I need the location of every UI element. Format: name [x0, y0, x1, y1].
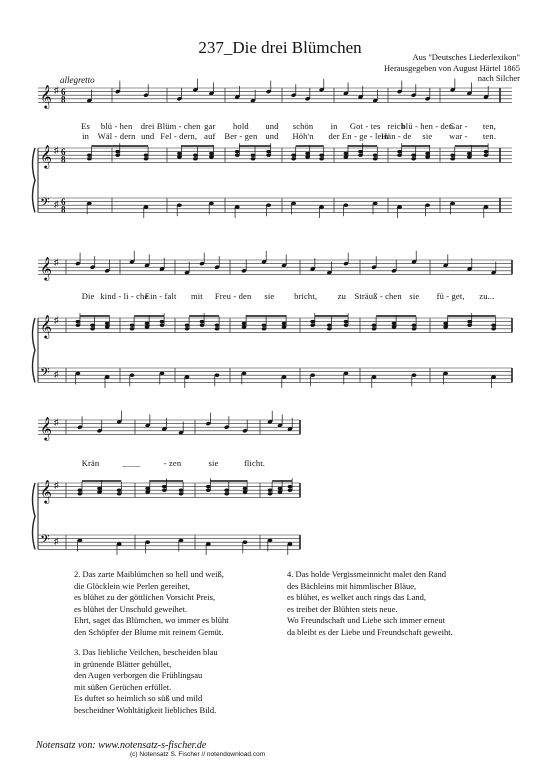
chord-note — [200, 320, 205, 323]
verse-line: mit süßen Gerüchen erfüllet. — [74, 681, 172, 692]
lyric-verse-1b: Hän - de — [381, 131, 412, 141]
lyric-system-2: mit — [190, 291, 203, 301]
lyric-verse-1b: auf — [204, 131, 216, 141]
bass-note — [397, 205, 402, 209]
chord-note — [282, 322, 287, 325]
chord-note — [450, 157, 455, 160]
bass-note — [117, 542, 122, 546]
lyric-system-2: sie — [264, 291, 275, 301]
bass-note — [425, 203, 430, 207]
chord-note — [310, 320, 315, 323]
bass-note — [130, 373, 135, 377]
verse-line: des Bächleins mit himmlischer Bläue, — [287, 580, 417, 591]
bass-note — [215, 373, 220, 377]
chord-note — [130, 327, 135, 330]
lyric-verse-1: Gar - — [449, 121, 468, 131]
key-sharp: ♯ — [54, 145, 59, 155]
bass-note — [160, 372, 165, 376]
chord-note — [450, 154, 455, 157]
chord-note — [327, 327, 332, 330]
verse-line: 4. Das holde Vergissmeinnicht malet den Rand — [287, 569, 447, 579]
lyric-verse-1b: sie — [422, 131, 433, 141]
chord-note — [78, 492, 83, 495]
piano-brace — [33, 483, 36, 549]
staff-lines — [33, 88, 513, 549]
chord-note — [412, 327, 417, 330]
chord-note — [484, 150, 489, 153]
lyric-verse-1b: und — [141, 131, 155, 141]
chord-note — [160, 324, 165, 327]
bass-note — [443, 372, 448, 376]
bass-note — [372, 375, 377, 379]
chord-note — [443, 325, 448, 328]
bass-note — [266, 203, 271, 207]
chord-note — [206, 485, 211, 488]
verse-3 — [74, 647, 294, 717]
lyric-system-2: Freu - den — [214, 291, 252, 301]
verse-line: da bleibt es der Liebe und Freundschaft geweiht. — [287, 626, 453, 637]
bass-note — [373, 202, 378, 206]
bass-note — [235, 205, 240, 209]
bass-note — [177, 203, 182, 207]
chord-note — [310, 324, 315, 327]
chord-note — [358, 150, 363, 153]
chord-note — [425, 155, 430, 158]
bass-clef: 𝄢 — [40, 197, 50, 213]
source-line-3: nach Silcher — [477, 73, 520, 83]
lyric-verse-1: hold — [233, 121, 249, 131]
time-sig-bottom: 8 — [61, 204, 66, 215]
chord-note — [344, 155, 349, 158]
chord-note — [117, 489, 122, 492]
chord-note — [145, 322, 150, 325]
chord-note — [491, 324, 496, 327]
bass-note — [179, 539, 184, 543]
chord-note — [268, 489, 273, 492]
chord-note — [145, 325, 150, 328]
lyric-verse-1b: in — [82, 131, 89, 141]
verse-line: bescheidner Wohltätigkeit liebliches Bild. — [74, 704, 217, 715]
chord-note — [97, 487, 102, 490]
bass-note — [144, 205, 149, 209]
chord-note — [193, 157, 198, 160]
verse-line: es blühet, es welket auch rings das Land, — [287, 592, 427, 603]
bass-note — [243, 540, 248, 544]
chord-note — [105, 322, 110, 325]
chord-note — [412, 324, 417, 327]
lyric-system-2: Ein - falt — [144, 291, 177, 301]
bass-clef: 𝄢 — [40, 367, 50, 383]
chord-note — [177, 155, 182, 158]
key-sharp: ♯ — [54, 369, 59, 379]
chord-note — [262, 324, 267, 327]
bass-note — [491, 375, 496, 379]
chord-note — [251, 157, 256, 160]
tempo-marking: allegretto — [60, 75, 95, 85]
chord-note — [392, 325, 397, 328]
lyric-verse-1: drei — [140, 121, 155, 131]
treble-clef: 𝄞 — [40, 86, 52, 108]
key-sharp: ♯ — [54, 536, 59, 546]
lyric-system-3: - zen — [163, 458, 182, 468]
chord-note — [288, 485, 293, 488]
lyric-verse-1b: war - — [449, 131, 468, 141]
lyric-verse-1b: En - ge - lein — [341, 131, 389, 141]
lyric-system-2: sie — [409, 291, 420, 301]
lyric-verse-1: blü - hen — [100, 121, 133, 131]
chord-note — [319, 154, 324, 157]
bass-note — [343, 203, 348, 207]
lyric-system-2: Sträuß - chen — [354, 291, 402, 301]
engraver-credit[interactable]: Notensatz von: www.notensatz-s-fischer.de — [36, 740, 207, 751]
lyric-verse-1: schön — [292, 121, 314, 131]
lyric-verse-1: Got - tes — [349, 121, 381, 131]
lyric-system-3: sie — [208, 458, 219, 468]
chord-note — [358, 154, 363, 157]
lyric-verse-1b: der — [328, 131, 340, 141]
bass-note — [484, 205, 489, 209]
verse-line: Wo Freundschaft und Liebe sich immer erneut — [287, 615, 445, 626]
chord-note — [484, 154, 489, 157]
chord-note — [193, 154, 198, 157]
lyric-system-2: bricht, — [294, 291, 318, 301]
bass-note — [242, 372, 247, 376]
lyric-verse-1: Blüm - chen — [156, 121, 201, 131]
chord-note — [185, 324, 190, 327]
chord-note — [291, 157, 296, 160]
clefs-and-signatures — [40, 85, 66, 550]
chord-note — [251, 154, 256, 157]
chord-note — [467, 320, 472, 323]
chord-note — [144, 157, 149, 160]
lyric-verse-1b: und — [265, 131, 279, 141]
chord-note — [305, 152, 310, 155]
chord-note — [305, 155, 310, 158]
chord-note — [291, 154, 296, 157]
chord-note — [87, 154, 92, 157]
chord-note — [373, 154, 378, 157]
lyric-verse-1b: ten. — [482, 131, 497, 141]
chord-note — [327, 324, 332, 327]
chord-note — [344, 152, 349, 155]
chord-note — [262, 327, 267, 330]
lyric-verse-1: ten, — [482, 121, 497, 131]
chord-note — [373, 157, 378, 160]
verse-line: Es duftet so heimlich so süß und mild — [74, 693, 203, 704]
chord-note — [145, 487, 150, 490]
chord-note — [344, 324, 349, 327]
lyrics — [81, 121, 496, 468]
lyric-verse-1b: Höh'n — [292, 131, 314, 141]
verse-line: den Augen verborgen die Frühlingsau — [74, 670, 203, 681]
chord-note — [215, 324, 220, 327]
verse-4 — [287, 569, 527, 639]
key-sharp: ♯ — [54, 199, 59, 209]
verse-line: den Schöpfer der Blume mit reinem Gemüt. — [74, 626, 224, 637]
key-sharp: ♯ — [54, 315, 59, 325]
bass-note — [206, 542, 211, 546]
bass-note — [75, 372, 80, 376]
bass-note — [185, 375, 190, 379]
lyric-system-3: flicht. — [243, 458, 266, 468]
verse-line: Ehrt, saget das Blümchen, wo immer es blüht — [74, 615, 229, 626]
chord-note — [288, 489, 293, 492]
chord-note — [372, 324, 377, 327]
bass-note — [145, 540, 150, 544]
chord-note — [266, 150, 271, 153]
chord-note — [372, 327, 377, 330]
chord-note — [344, 320, 349, 323]
chord-note — [224, 492, 229, 495]
chord-note — [90, 327, 95, 330]
time-sig-bottom: 8 — [61, 94, 66, 105]
bass-note — [412, 373, 417, 377]
chord-note — [90, 324, 95, 327]
bass-note — [450, 202, 455, 206]
chord-note — [491, 327, 496, 330]
time-sig-bottom: 8 — [61, 154, 66, 165]
bass-note — [344, 372, 349, 376]
piano-brace — [33, 318, 36, 382]
lyric-system-2: zu — [337, 291, 347, 301]
lyric-verse-1b: Fel - dern, — [160, 131, 198, 141]
chord-note — [467, 152, 472, 155]
chord-note — [78, 489, 83, 492]
chord-note — [130, 324, 135, 327]
bass-note — [291, 202, 296, 206]
lyric-system-2: Die — [81, 291, 95, 301]
piano-brace — [33, 148, 36, 212]
chord-note — [243, 487, 248, 490]
chord-note — [235, 150, 240, 153]
bass-note — [87, 202, 92, 206]
source-line-1: Aus "Deutsches Liederlexikon" — [412, 52, 520, 62]
chord-note — [206, 489, 211, 492]
verse-line: 2. Das zarte Maiblümchen so hell und weiß, — [74, 569, 224, 579]
chord-note — [162, 485, 167, 488]
chord-note — [179, 492, 184, 495]
chord-note — [411, 154, 416, 157]
notes — [75, 79, 496, 555]
song-title: 237_Die drei Blümchen — [198, 38, 362, 57]
chord-note — [243, 490, 248, 493]
key-sharp: ♯ — [54, 417, 59, 427]
lyric-system-3: ____ — [122, 458, 141, 468]
chord-note — [115, 154, 120, 157]
treble-clef: 𝄞 — [40, 146, 52, 168]
chord-note — [224, 489, 229, 492]
chord-note — [467, 155, 472, 158]
chord-note — [278, 490, 283, 493]
chord-note — [177, 152, 182, 155]
verse-line: es treibet der Blühten stets neue. — [287, 603, 398, 614]
verse-2 — [74, 569, 294, 639]
treble-clef: 𝄞 — [40, 316, 52, 338]
chord-note — [209, 155, 214, 158]
chord-note — [97, 490, 102, 493]
chord-note — [425, 152, 430, 155]
bass-note — [319, 205, 324, 209]
chord-note — [411, 157, 416, 160]
lyric-system-2: zu... — [479, 291, 495, 301]
lyric-verse-1: in — [330, 121, 338, 131]
key-sharp: ♯ — [54, 257, 59, 267]
chord-note — [145, 490, 150, 493]
chord-note — [319, 157, 324, 160]
lyric-verse-1: und — [265, 121, 279, 131]
treble-clef: 𝄞 — [40, 481, 52, 503]
time-sig-top: 6 — [61, 197, 66, 207]
verse-line: es blühet der Unschuld geweihet. — [74, 603, 188, 614]
time-sig-top: 6 — [61, 147, 66, 157]
bass-note — [282, 375, 287, 379]
chord-note — [76, 320, 81, 323]
chord-note — [87, 157, 92, 160]
treble-clef: 𝄞 — [40, 418, 52, 440]
chord-note — [185, 327, 190, 330]
chord-note — [162, 489, 167, 492]
lyric-verse-1: reich — [387, 121, 406, 131]
bass-note — [77, 539, 82, 543]
verse-line: es blühet zu der göttlichen Vorsicht Preis, — [74, 592, 216, 603]
chord-note — [242, 325, 247, 328]
lyric-verse-1b: Ber - gen — [224, 131, 258, 141]
source-line-2: Herausgegeben von August Härtel 1865 — [384, 62, 520, 73]
bass-note — [209, 202, 214, 206]
copyright-notice: (c) Notensatz S. Fischer // notendownload.com — [130, 751, 266, 758]
key-sharp: ♯ — [54, 480, 59, 490]
time-sig-top: 6 — [61, 87, 66, 97]
chord-note — [209, 152, 214, 155]
chord-note — [278, 487, 283, 490]
chord-note — [117, 492, 122, 495]
chord-note — [115, 150, 120, 153]
lyric-system-3: Krän — [81, 458, 100, 468]
chord-note — [282, 325, 287, 328]
verse-line: in grünende Blätter gehüllet, — [74, 658, 172, 669]
key-sharp: ♯ — [54, 85, 59, 95]
lyric-verse-1: blü - hen - den — [401, 121, 454, 131]
chord-note — [105, 325, 110, 328]
chord-note — [76, 324, 81, 327]
lyric-system-2: fü - get, — [436, 291, 465, 301]
chord-note — [160, 320, 165, 323]
treble-clef: 𝄞 — [40, 258, 52, 280]
lyric-system-2: kind - li - che — [100, 291, 149, 301]
chord-note — [179, 489, 184, 492]
bass-clef: 𝄢 — [40, 534, 50, 550]
chord-note — [392, 322, 397, 325]
lyric-verse-1b: Wäl - dern — [97, 131, 136, 141]
bass-note — [310, 373, 315, 377]
verse-line: die Glöcklein wie Perlen gereihet, — [74, 580, 190, 591]
chord-note — [397, 150, 402, 153]
bass-note — [288, 542, 293, 546]
chord-note — [235, 154, 240, 157]
chord-note — [242, 322, 247, 325]
chord-note — [215, 327, 220, 330]
chord-note — [467, 324, 472, 327]
chord-note — [268, 492, 273, 495]
chord-note — [443, 322, 448, 325]
chord-note — [200, 324, 205, 327]
chord-note — [397, 154, 402, 157]
verse-line: 3. Das liebliche Veilchen, bescheiden blau — [74, 647, 218, 657]
lyric-verse-1: gar — [204, 121, 216, 131]
chord-note — [266, 154, 271, 157]
bass-note — [268, 539, 273, 543]
bass-note — [105, 375, 110, 379]
chord-note — [144, 154, 149, 157]
lyric-verse-1: Es — [81, 121, 90, 131]
